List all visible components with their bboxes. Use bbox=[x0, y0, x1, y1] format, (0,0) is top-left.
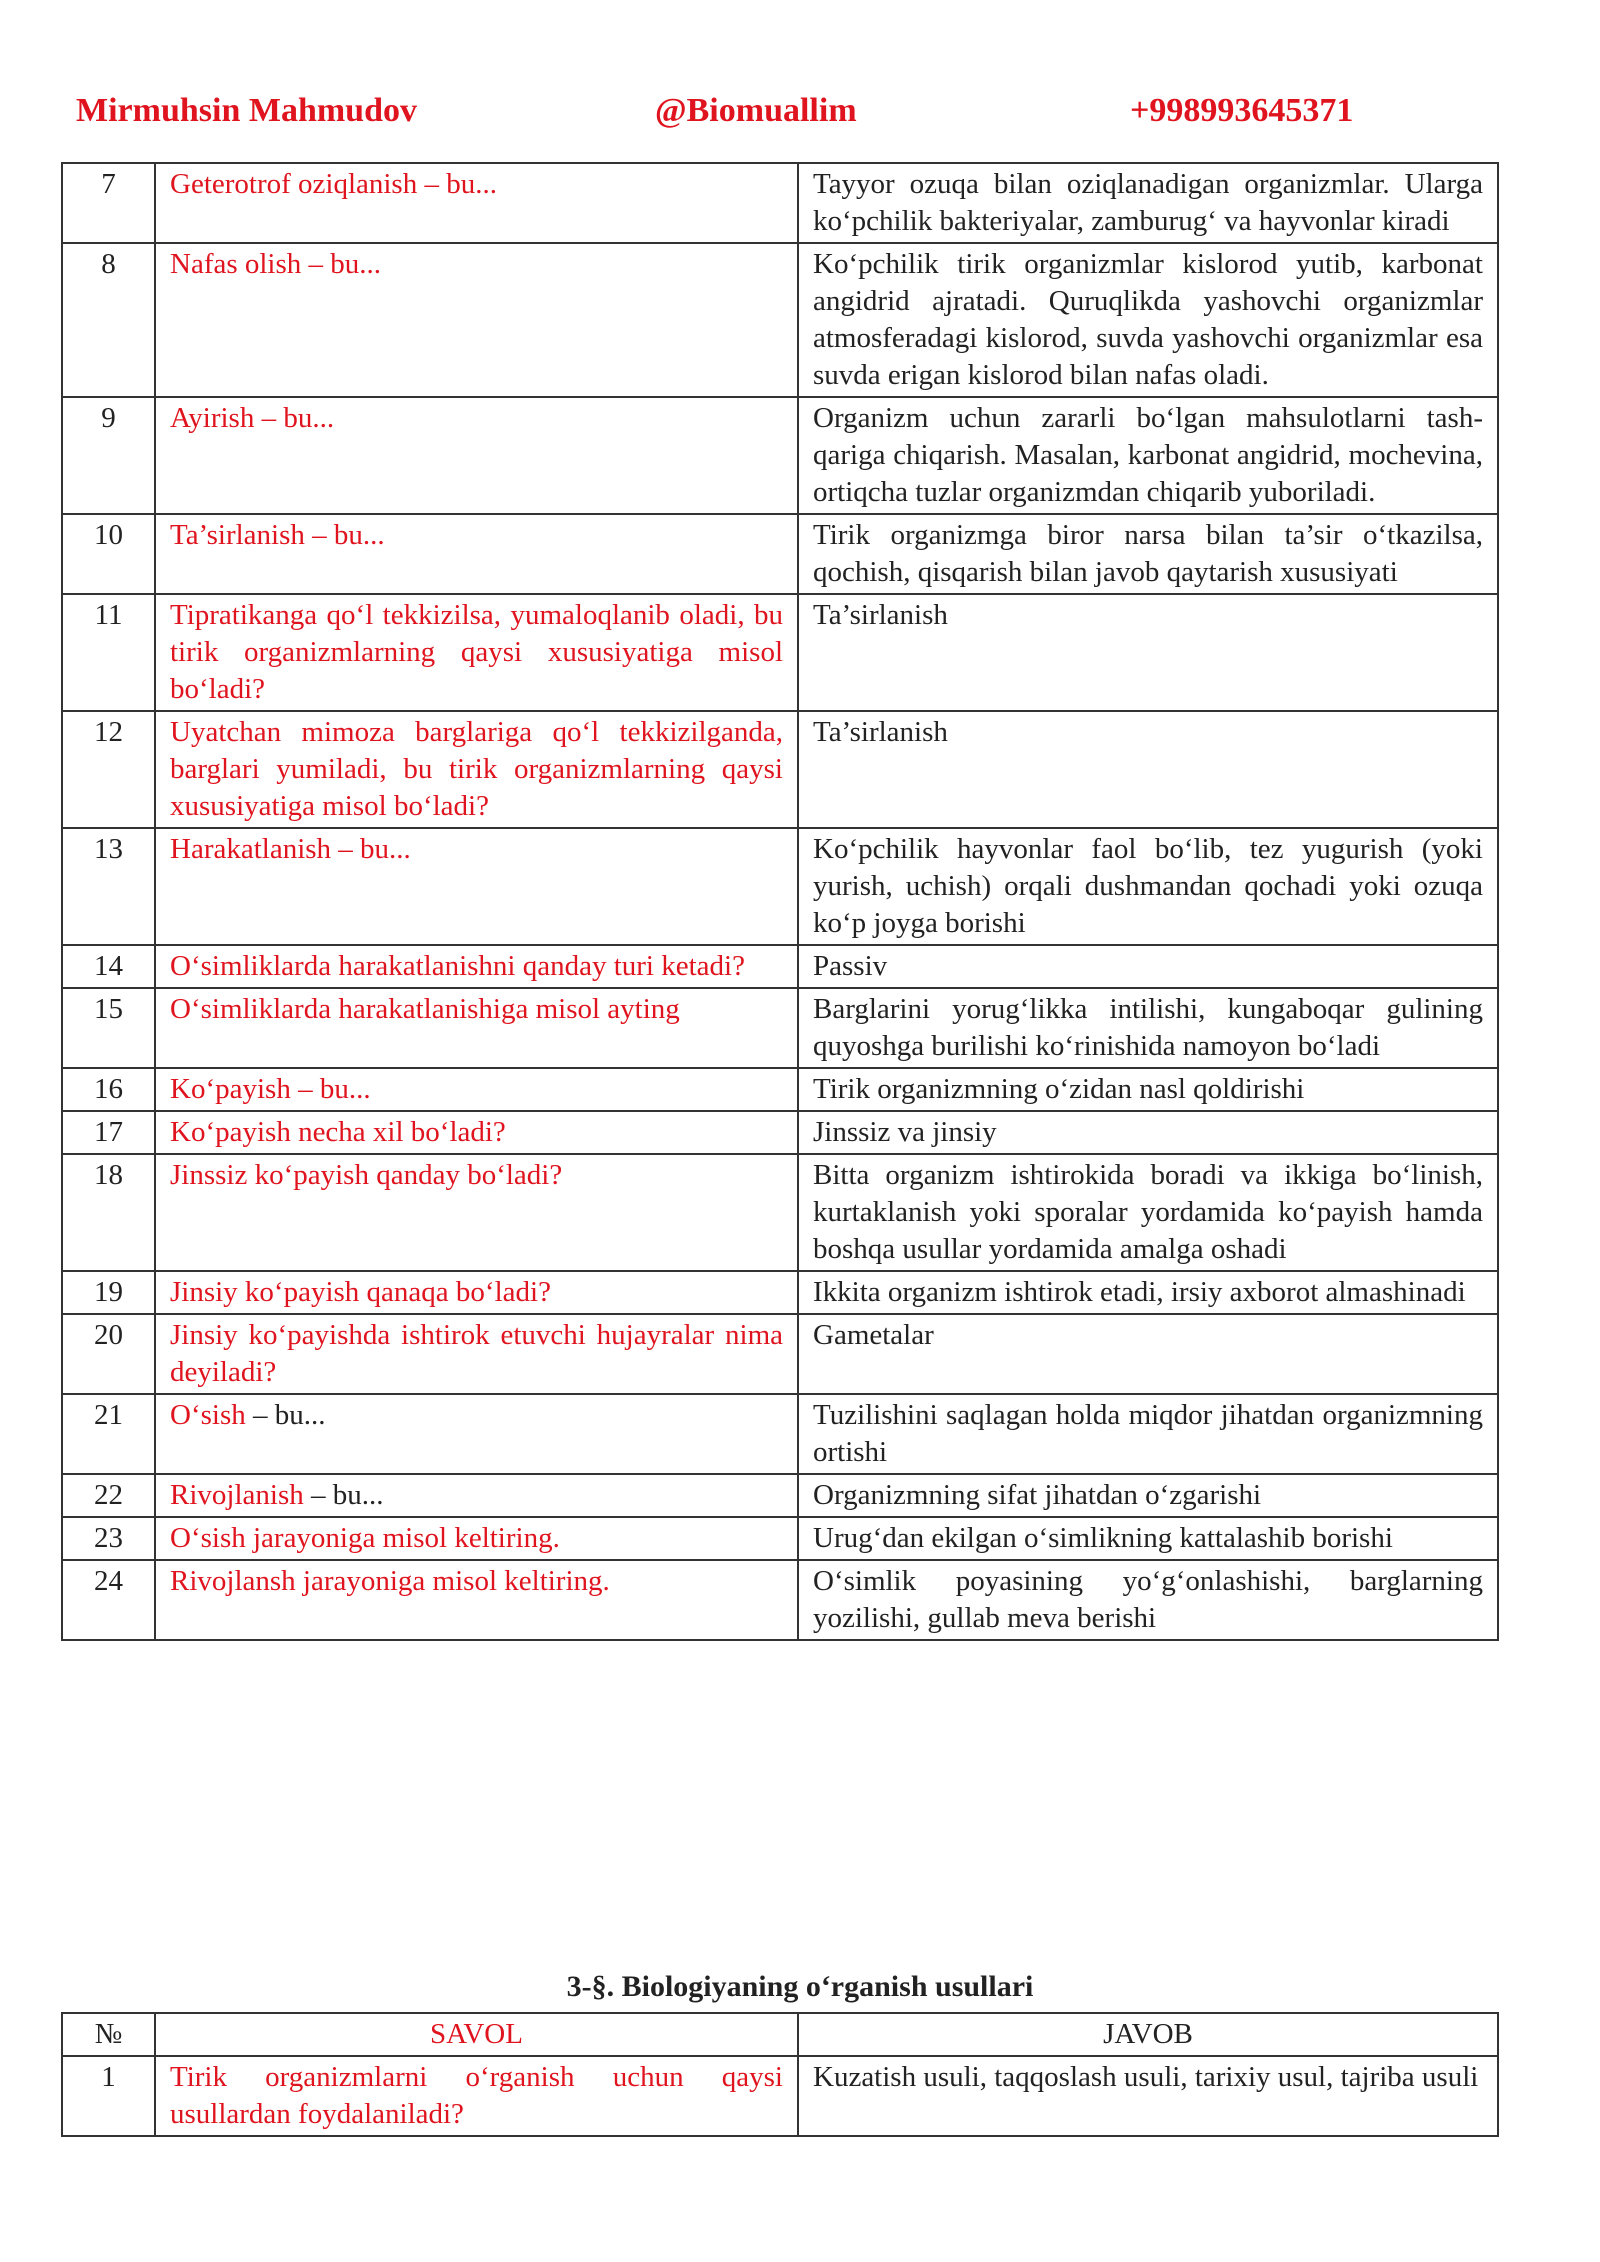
table-row bbox=[62, 1154, 1498, 1271]
row-number: 8 bbox=[62, 243, 155, 397]
table-row bbox=[62, 1474, 1498, 1517]
question-suffix: – bu... bbox=[303, 1479, 384, 1511]
question-cell bbox=[155, 1394, 798, 1474]
question-cell: Tirik organizmlarni o‘rganish uchun qaysi usullardan foydalaniladi? bbox=[155, 2056, 798, 2136]
row-number: 11 bbox=[62, 594, 155, 711]
table-row bbox=[62, 711, 1498, 828]
answer-cell: Ko‘pchilik hayvonlar faol bo‘lib, tez yugurish (yoki yurish, uchish) orqali dushmandan qochadi yoki ozuqa ko‘p joyga borishi bbox=[798, 828, 1498, 945]
row-number: 15 bbox=[62, 988, 155, 1068]
table-row bbox=[62, 988, 1498, 1068]
answer-cell: O‘simlik poyasining yo‘g‘onlashishi, barglarning yozilishi, gullab meva berishi bbox=[798, 1560, 1498, 1640]
table-header-row bbox=[62, 2013, 1498, 2056]
question-cell bbox=[155, 1474, 798, 1517]
table-row bbox=[62, 243, 1498, 397]
row-number: 19 bbox=[62, 1271, 155, 1314]
header-number: № bbox=[62, 2013, 155, 2056]
question-cell: O‘simliklarda harakatlanishiga misol ayting bbox=[155, 988, 798, 1068]
answer-cell: Jinssiz va jinsiy bbox=[798, 1111, 1498, 1154]
row-number: 7 bbox=[62, 163, 155, 243]
answer-cell: Tirik organizmning o‘zidan nasl qoldirishi bbox=[798, 1068, 1498, 1111]
table-row bbox=[62, 163, 1498, 243]
table-row bbox=[62, 397, 1498, 514]
page-header bbox=[0, 92, 1600, 142]
table-row bbox=[62, 1271, 1498, 1314]
table-row bbox=[62, 594, 1498, 711]
question-cell: Rivojlansh jarayoniga misol keltiring. bbox=[155, 1560, 798, 1640]
row-number: 22 bbox=[62, 1474, 155, 1517]
row-number: 12 bbox=[62, 711, 155, 828]
question-cell: O‘simliklarda harakatlanishni qanday turi ketadi? bbox=[155, 945, 798, 988]
answer-cell: Tirik organizmga biror narsa bilan ta’sir o‘tkazilsa, qochish, qisqarish bilan javob qaytarish xususiyati bbox=[798, 514, 1498, 594]
row-number: 23 bbox=[62, 1517, 155, 1560]
header-answer: JAVOB bbox=[798, 2013, 1498, 2056]
row-number: 21 bbox=[62, 1394, 155, 1474]
question-cell: Jinssiz ko‘payish qanday bo‘ladi? bbox=[155, 1154, 798, 1271]
answer-cell: Ta’sirlanish bbox=[798, 594, 1498, 711]
row-number: 1 bbox=[62, 2056, 155, 2136]
question-cell: Nafas olish – bu... bbox=[155, 243, 798, 397]
row-number: 17 bbox=[62, 1111, 155, 1154]
question-cell: O‘sish jarayoniga misol keltiring. bbox=[155, 1517, 798, 1560]
table-row bbox=[62, 1068, 1498, 1111]
row-number: 14 bbox=[62, 945, 155, 988]
question-cell: Ko‘payish necha xil bo‘ladi? bbox=[155, 1111, 798, 1154]
methods-table bbox=[61, 2012, 1499, 2137]
row-number: 18 bbox=[62, 1154, 155, 1271]
table-row bbox=[62, 514, 1498, 594]
question-cell: Tipratikanga qo‘l tekkizilsa, yumaloqlanib oladi, bu tirik organizmlarning qaysi xususiyatiga misol bo‘ladi? bbox=[155, 594, 798, 711]
answer-cell: Urug‘dan ekilgan o‘simlikning kattalashib borishi bbox=[798, 1517, 1498, 1560]
question-cell: Ta’sirlanish – bu... bbox=[155, 514, 798, 594]
qa-table bbox=[61, 162, 1499, 1641]
answer-cell: Ko‘pchilik tirik organizmlar kislorod yutib, karbonat angidrid ajratadi. Quruqlikda yashovchi organizmlar atmosferadagi kislorod, suvda yashovchi organizmlar esa suvda erigan kislorod bilan nafas oladi. bbox=[798, 243, 1498, 397]
question-term: O‘sish bbox=[170, 1399, 246, 1431]
answer-cell: Tuzilishini saqlagan holda miqdor jihatdan organizmning ortishi bbox=[798, 1394, 1498, 1474]
question-cell: Harakatlanish – bu... bbox=[155, 828, 798, 945]
author-name: Mirmuhsin Mahmudov bbox=[76, 92, 417, 129]
row-number: 13 bbox=[62, 828, 155, 945]
section-title: 3-§. Biologiyaning o‘rganish usullari bbox=[566, 1970, 1034, 2003]
table-row bbox=[62, 945, 1498, 988]
row-number: 10 bbox=[62, 514, 155, 594]
answer-cell: Ta’sirlanish bbox=[798, 711, 1498, 828]
question-cell: Geterotrof oziqlanish – bu... bbox=[155, 163, 798, 243]
question-term: Rivojlanish bbox=[170, 1479, 304, 1511]
answer-cell: Organizm uchun zararli bo‘lgan mahsulotlarni tash-qariga chiqarish. Masalan, karbonat angidrid, mochevina, ortiqcha tuzlar organizmdan chiqarib yuboriladi. bbox=[798, 397, 1498, 514]
answer-cell: Ikkita organizm ishtirok etadi, irsiy axborot almashinadi bbox=[798, 1271, 1498, 1314]
answer-cell: Bitta organizm ishtirokida boradi va ikkiga bo‘linish, kurtaklanish yoki sporalar yordamida ko‘payish hamda boshqa usullar yordamida amalga oshadi bbox=[798, 1154, 1498, 1271]
row-number: 24 bbox=[62, 1560, 155, 1640]
table-row bbox=[62, 2056, 1498, 2136]
question-suffix: – bu... bbox=[245, 1399, 326, 1431]
header-question: SAVOL bbox=[155, 2013, 798, 2056]
question-cell: Jinsiy ko‘payishda ishtirok etuvchi hujayralar nima deyiladi? bbox=[155, 1314, 798, 1394]
phone-number: +998993645371 bbox=[1130, 92, 1354, 129]
table-row bbox=[62, 1394, 1498, 1474]
row-number: 16 bbox=[62, 1068, 155, 1111]
table-row bbox=[62, 1111, 1498, 1154]
row-number: 20 bbox=[62, 1314, 155, 1394]
answer-cell: Kuzatish usuli, taqqoslash usuli, tarixiy usul, tajriba usuli bbox=[798, 2056, 1498, 2136]
telegram-handle: @Biomuallim bbox=[655, 92, 857, 129]
question-cell: Jinsiy ko‘payish qanaqa bo‘ladi? bbox=[155, 1271, 798, 1314]
table-row bbox=[62, 828, 1498, 945]
answer-cell: Passiv bbox=[798, 945, 1498, 988]
answer-cell: Organizmning sifat jihatdan o‘zgarishi bbox=[798, 1474, 1498, 1517]
question-cell: Uyatchan mimoza barglariga qo‘l tekkizilganda, barglari yumiladi, bu tirik organizmlarning qaysi xususiyatiga misol bo‘ladi? bbox=[155, 711, 798, 828]
answer-cell: Gametalar bbox=[798, 1314, 1498, 1394]
table-row bbox=[62, 1314, 1498, 1394]
table-row bbox=[62, 1560, 1498, 1640]
question-cell: Ko‘payish – bu... bbox=[155, 1068, 798, 1111]
answer-cell: Tayyor ozuqa bilan oziqlanadigan organizmlar. Ularga ko‘pchilik bakteriyalar, zamburug‘ va hayvonlar kiradi bbox=[798, 163, 1498, 243]
answer-cell: Barglarini yorug‘likka intilishi, kungaboqar gulining quyoshga burilishi ko‘rinishida namoyon bo‘ladi bbox=[798, 988, 1498, 1068]
question-cell: Ayirish – bu... bbox=[155, 397, 798, 514]
table-row bbox=[62, 1517, 1498, 1560]
row-number: 9 bbox=[62, 397, 155, 514]
